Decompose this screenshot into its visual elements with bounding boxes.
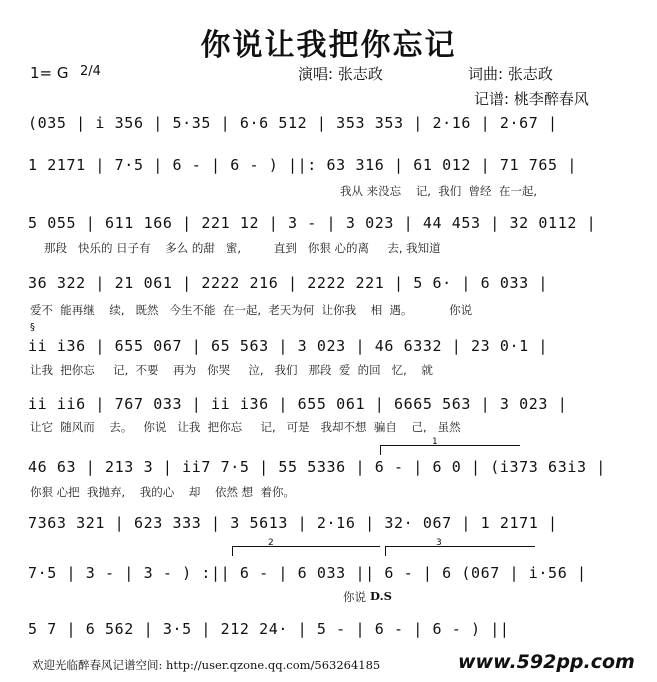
score-line-8: 7363 321 | 623 333 | 3 5613 | 2·16 | 32· 067 | 1 2171 |: [28, 514, 558, 532]
score-line-3: 5 055 | 611 166 | 221 12 | 3 - | 3 023 | 44 453 | 32 0112 |: [28, 214, 597, 232]
score-line-7: 46 63 | 213 3 | ii7 7·5 | 55 5336 | 6 - | 6 0 | (i373 63i3 |: [28, 458, 606, 476]
lyric-line-5: 让我 把你忘 记, 不要 再为 你哭 泣, 我们 那段 爱 的回 忆, 就: [30, 363, 433, 377]
ds-marking: D.S: [370, 589, 392, 603]
lyric-line-6: 让它 随风而 去。 你说 让我 把你忘 记, 可是 我却不想 骗自 己, 虽然: [30, 420, 461, 434]
volta-bracket-1-left: [380, 445, 381, 455]
score-line-5: ii i36 | 655 067 | 65 563 | 3 023 | 46 6332 | 23 0·1 |: [28, 337, 549, 355]
score-line-6: ii ii6 | 767 033 | ii i36 | 655 061 | 6665 563 | 3 023 |: [28, 395, 568, 413]
volta-number-1: 1: [432, 437, 438, 447]
transcriber: 记谱: 桃李醉春风: [474, 90, 589, 108]
score-line-2: 1 2171 | 7·5 | 6 - | 6 - ) ||: 63 316 | 61 012 | 71 765 |: [28, 156, 577, 174]
volta-bracket-2-left: [232, 546, 233, 556]
lyricist-composer: 词曲: 张志政: [468, 65, 553, 83]
page-title: 你说让我把你忘记: [200, 28, 457, 63]
score-line-1: (035 | i 356 | 5·35 | 6·6 512 | 353 353 | 2·16 | 2·67 |: [28, 114, 558, 132]
score-line-9: 7·5 | 3 - | 3 - ) :|| 6 - | 6 033 || 6 - | 6 (067 | i·56 |: [28, 564, 587, 582]
key-signature: 1= G: [30, 64, 69, 82]
singer: 演唱: 张志政: [298, 65, 383, 83]
score-line-10: 5 7 | 6 562 | 3·5 | 212 24· | 5 - | 6 - | 6 - ) ||: [28, 620, 510, 638]
lyric-line-3: 那段 快乐的 日子有 多么 的甜 蜜, 直到 你狠 心的离 去, 我知道: [44, 241, 441, 255]
lyric-line-9: 你说: [343, 590, 366, 604]
time-signature: 2/4: [80, 64, 101, 79]
lyric-line-4: 爱不 能再继 续, 既然 今生不能 在一起, 老天为何 让你我 相 遇。 你说: [30, 303, 473, 317]
volta-number-2: 2: [268, 538, 274, 548]
segno-mark: §: [30, 322, 35, 333]
lyric-line-7: 你狠 心把 我抛弃, 我的心 却 依然 想 着你。: [30, 485, 295, 499]
score-line-4: 36 322 | 21 061 | 2222 216 | 2222 221 | 5 6· | 6 033 |: [28, 274, 549, 292]
site-watermark: www.592pp.com: [458, 651, 635, 673]
volta-bracket-1: [380, 445, 520, 446]
volta-bracket-3: [385, 546, 535, 547]
footer-credit: 欢迎光临醉春风记谱空间: http://user.qzone.qq.com/563264185: [32, 658, 381, 672]
volta-number-3: 3: [436, 538, 442, 548]
volta-bracket-3-left: [385, 546, 386, 556]
lyric-line-2: 我从 来没忘 记, 我们 曾经 在一起,: [340, 184, 538, 198]
volta-bracket-2: [232, 546, 380, 547]
